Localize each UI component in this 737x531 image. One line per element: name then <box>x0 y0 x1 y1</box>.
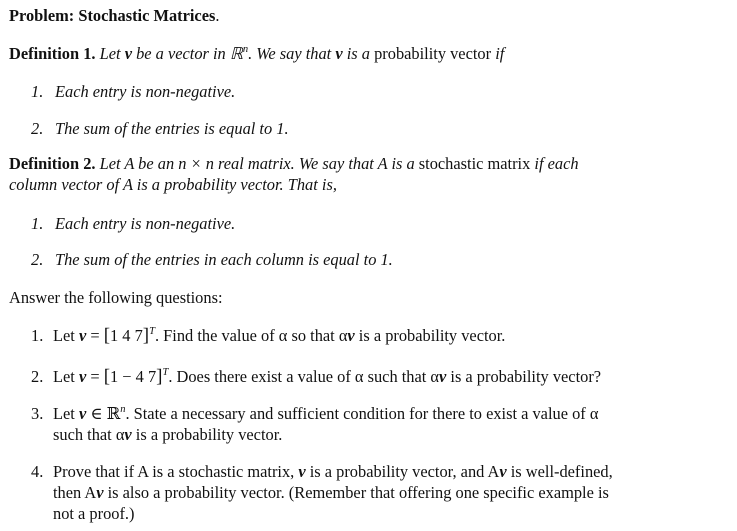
vector-entries: 1 4 7 <box>110 326 143 345</box>
question-text: such that α <box>53 425 125 444</box>
item-number: 2. <box>31 119 44 138</box>
question-text: Prove that if A is a stochastic matrix, <box>53 462 295 481</box>
item-text: The sum of the entries in each column is equal to 1. <box>55 250 393 269</box>
question-number: 3. <box>31 404 44 423</box>
definition-1-text: is a <box>346 44 370 63</box>
vector-symbol: v <box>78 404 87 423</box>
question-4 <box>31 461 727 524</box>
vector-symbol: v <box>499 462 507 481</box>
question-text: is well-defined, <box>506 462 613 481</box>
definition-1-text: . We say that <box>248 44 332 63</box>
definition-2-text: column vector of A is a probability vector. That is, <box>9 175 337 194</box>
item-number: 1. <box>31 214 44 233</box>
definition-2-text: if each <box>534 154 579 173</box>
defined-term: probability vector <box>374 44 492 63</box>
question-text: is a probability vector? <box>446 367 602 386</box>
definition-2-item <box>31 213 235 234</box>
vector-symbol: v <box>78 367 87 386</box>
vector-symbol: v <box>335 44 343 63</box>
problem-period: . <box>215 6 220 25</box>
question-text: Let <box>53 326 75 345</box>
definition-1-label: Definition 1. <box>9 44 96 63</box>
question-3 <box>31 403 727 445</box>
vector-symbol: v <box>124 44 132 63</box>
equals-sign: = <box>86 367 104 386</box>
transpose-symbol: T <box>162 367 169 378</box>
vector-symbol: v <box>96 483 104 502</box>
vector-symbol: v <box>78 326 87 345</box>
vector-symbol: v <box>124 425 132 444</box>
close-bracket: ] <box>156 366 163 387</box>
question-text: is also a probability vector. (Remember that offering one specific example is <box>103 483 609 502</box>
questions-intro: Answer the following questions: <box>9 288 223 307</box>
transpose-symbol: T <box>149 326 155 337</box>
problem-name: Stochastic Matrices <box>78 6 216 25</box>
definition-1-text: be a vector in ℝ <box>136 44 243 63</box>
definition-1-text: if <box>495 44 505 63</box>
vector-symbol: v <box>298 462 306 481</box>
question-text: . State a necessary and sufficient condition for there to exist a value of α <box>125 404 599 423</box>
definition-1-text: Let <box>99 44 121 63</box>
question-number: 4. <box>31 462 44 481</box>
vector-symbol: v <box>347 326 355 345</box>
question-text: . Does there exist a value of α such that α <box>168 367 440 386</box>
question-2 <box>31 366 727 387</box>
question-text: is a probability vector, and A <box>305 462 500 481</box>
equals-sign: = <box>86 326 104 345</box>
question-text: is a probability vector. <box>131 425 283 444</box>
question-text: ∈ ℝ <box>86 404 121 423</box>
vector-symbol: v <box>439 367 447 386</box>
question-text: . Find the value of α so that α <box>154 326 348 345</box>
question-text: Let <box>53 367 75 386</box>
definition-1 <box>9 43 727 64</box>
defined-term: stochastic matrix <box>418 154 531 173</box>
question-number: 2. <box>31 367 44 386</box>
vector-entries: 1 − 4 7 <box>110 367 157 386</box>
question-text: Let <box>53 404 75 423</box>
superscript-n: n <box>242 44 249 55</box>
definition-2-item <box>31 249 393 270</box>
open-bracket: [ <box>103 325 111 346</box>
question-text: is a probability vector. <box>354 326 506 345</box>
problem-title <box>9 5 219 26</box>
superscript-n: n <box>120 404 126 415</box>
definition-1-item <box>31 118 289 139</box>
definition-2-text: Let A be an n × n real matrix. We say that A is a <box>99 154 415 173</box>
close-bracket: ] <box>142 325 150 346</box>
item-number: 1. <box>31 82 44 101</box>
definition-2-label: Definition 2. <box>9 154 96 173</box>
definition-2 <box>9 153 727 195</box>
question-text: then A <box>53 483 97 502</box>
problem-label: Problem: <box>9 6 75 25</box>
open-bracket: [ <box>103 366 111 387</box>
question-text: not a proof.) <box>53 504 135 523</box>
definition-1-item <box>31 81 235 102</box>
question-number: 1. <box>31 326 44 345</box>
question-1 <box>31 325 727 346</box>
item-text: Each entry is non-negative. <box>55 82 236 101</box>
item-number: 2. <box>31 250 44 269</box>
item-text: The sum of the entries is equal to 1. <box>55 119 289 138</box>
item-text: Each entry is non-negative. <box>55 214 236 233</box>
